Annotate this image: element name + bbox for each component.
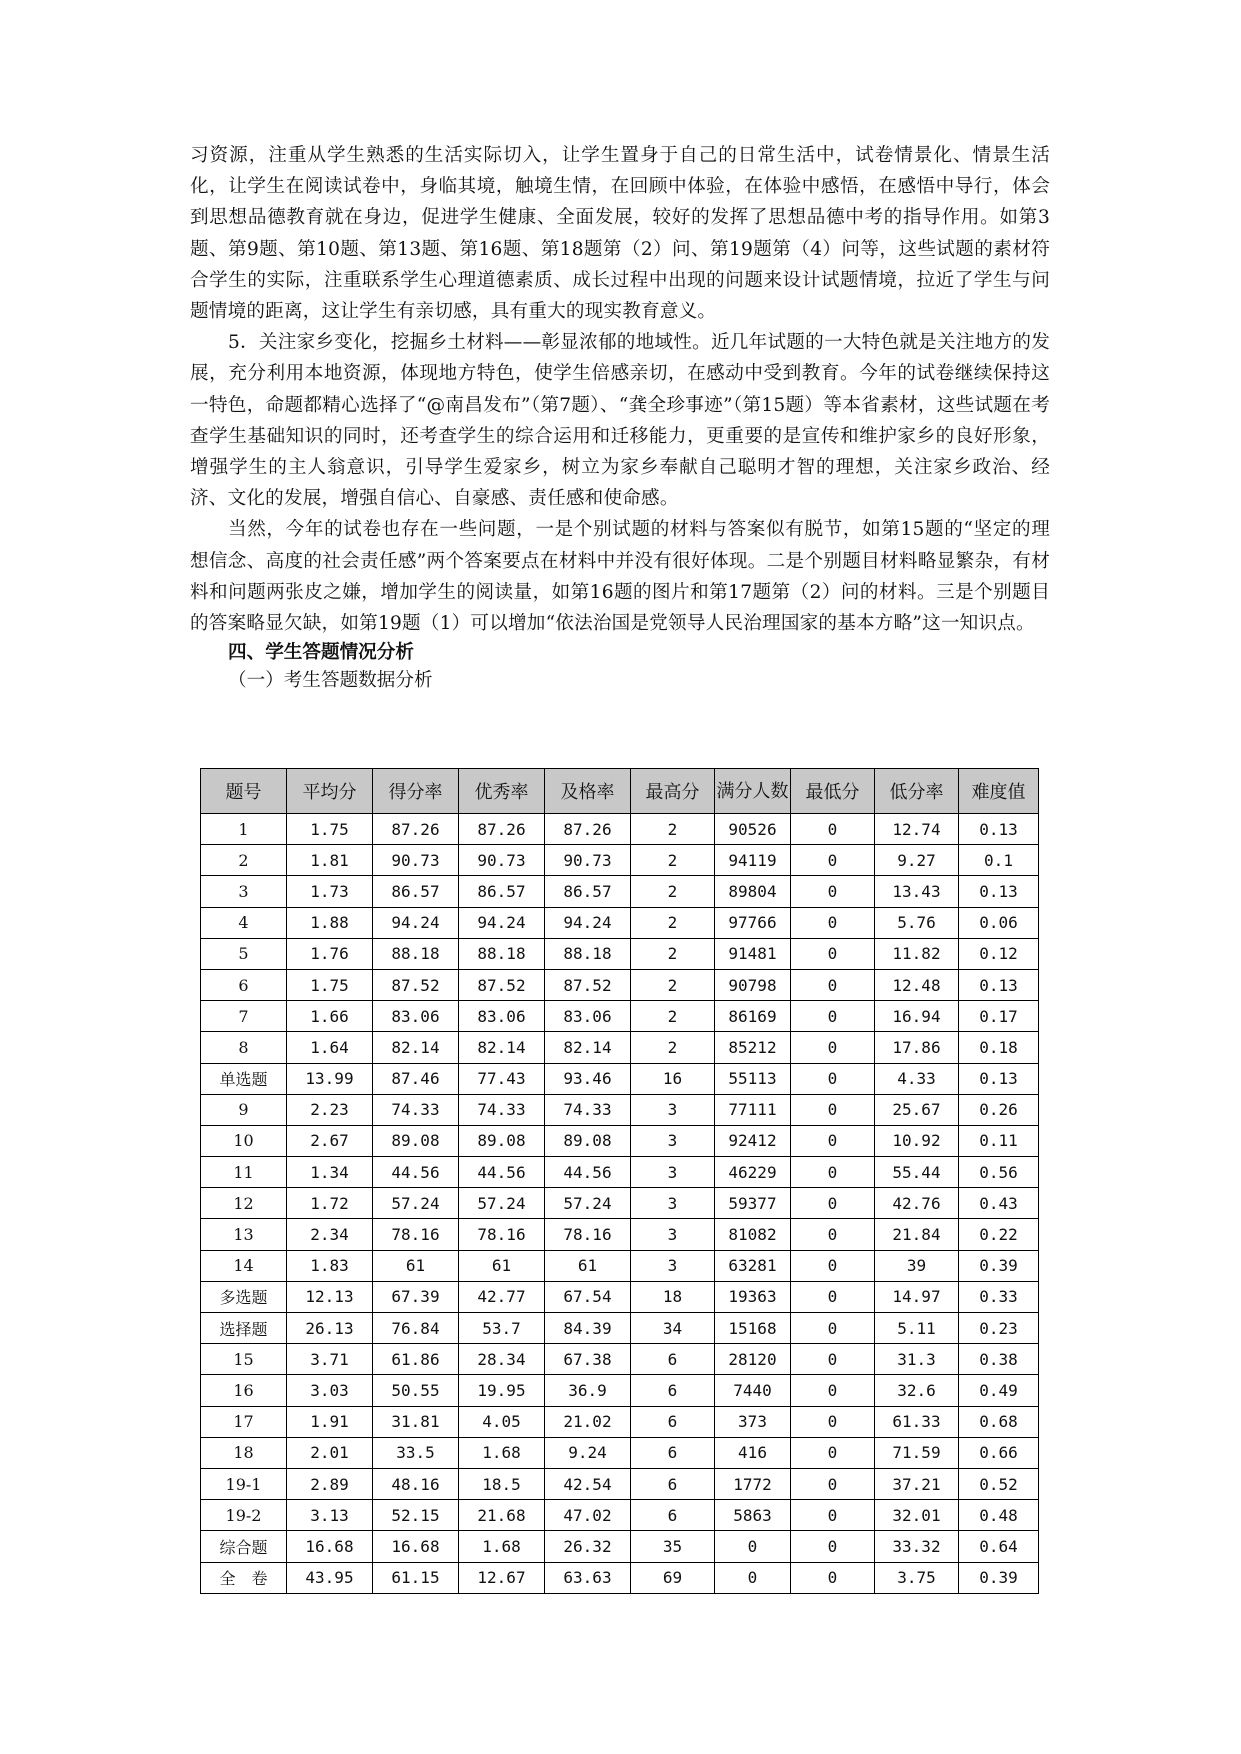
cell-full-score-count: 77111 [715, 1094, 791, 1125]
cell-difficulty: 0.38 [959, 1344, 1039, 1375]
cell-full-score-count: 416 [715, 1437, 791, 1468]
cell-pass-rate: 57.24 [545, 1188, 631, 1219]
cell-full-score-count: 373 [715, 1406, 791, 1437]
header-full-score-count: 满分人数 [715, 769, 791, 814]
cell-score-rate: 87.52 [373, 969, 459, 1000]
cell-pass-rate: 42.54 [545, 1468, 631, 1499]
cell-difficulty: 0.66 [959, 1437, 1039, 1468]
cell-max-score: 2 [631, 814, 715, 845]
cell-average: 3.03 [287, 1375, 373, 1406]
cell-question: 综合题 [201, 1531, 287, 1562]
cell-question: 7 [201, 1001, 287, 1032]
cell-low-score-rate: 16.94 [875, 1001, 959, 1032]
cell-min-score: 0 [791, 1157, 875, 1188]
cell-question: 全 卷 [201, 1562, 287, 1593]
cell-max-score: 6 [631, 1437, 715, 1468]
cell-max-score: 6 [631, 1344, 715, 1375]
table-row [201, 1032, 1039, 1063]
cell-score-rate: 52.15 [373, 1500, 459, 1531]
cell-difficulty: 0.13 [959, 814, 1039, 845]
cell-difficulty: 0.1 [959, 845, 1039, 876]
cell-low-score-rate: 17.86 [875, 1032, 959, 1063]
cell-excellent-rate: 44.56 [459, 1157, 545, 1188]
table-row [201, 1344, 1039, 1375]
cell-pass-rate: 26.32 [545, 1531, 631, 1562]
cell-pass-rate: 44.56 [545, 1157, 631, 1188]
cell-excellent-rate: 42.77 [459, 1281, 545, 1312]
cell-pass-rate: 9.24 [545, 1437, 631, 1468]
cell-score-rate: 31.81 [373, 1406, 459, 1437]
cell-low-score-rate: 12.74 [875, 814, 959, 845]
header-score-rate: 得分率 [373, 769, 459, 814]
cell-full-score-count: 85212 [715, 1032, 791, 1063]
cell-question: 18 [201, 1437, 287, 1468]
cell-max-score: 3 [631, 1125, 715, 1156]
cell-excellent-rate: 88.18 [459, 938, 545, 969]
paragraph-3: 当然，今年的试卷也存在一些问题，一是个别试题的材料与答案似有脱节，如第15题的“坚定的理想信念、高度的社会责任感”两个答案要点在材料中并没有很好体现。二是个别题目材料略显繁杂，有材料和问题两张皮之嫌，增加学生的阅读量，如第16题的图片和第17题第（2）问的材料。三是个别题目的答案略显欠缺，如第19题（1）可以增加“依法治国是党领导人民治理国家的基本方略”这一知识点。 [190, 519, 1050, 635]
cell-min-score: 0 [791, 969, 875, 1000]
header-min-score: 最低分 [791, 769, 875, 814]
cell-max-score: 69 [631, 1562, 715, 1593]
header-average: 平均分 [287, 769, 373, 814]
cell-score-rate: 74.33 [373, 1094, 459, 1125]
cell-excellent-rate: 82.14 [459, 1032, 545, 1063]
table-row [201, 1188, 1039, 1219]
cell-full-score-count: 7440 [715, 1375, 791, 1406]
subsection-heading: （一）考生答题数据分析 [228, 670, 433, 692]
table-row [201, 1500, 1039, 1531]
cell-average: 2.67 [287, 1125, 373, 1156]
cell-average: 3.13 [287, 1500, 373, 1531]
cell-difficulty: 0.06 [959, 907, 1039, 938]
cell-low-score-rate: 32.01 [875, 1500, 959, 1531]
cell-question: 选择题 [201, 1313, 287, 1344]
cell-full-score-count: 81082 [715, 1219, 791, 1250]
cell-full-score-count: 55113 [715, 1063, 791, 1094]
cell-pass-rate: 88.18 [545, 938, 631, 969]
cell-question: 16 [201, 1375, 287, 1406]
cell-full-score-count: 86169 [715, 1001, 791, 1032]
table-row [201, 1157, 1039, 1188]
table-row [201, 1562, 1039, 1593]
cell-average: 1.75 [287, 814, 373, 845]
table-row [201, 814, 1039, 845]
cell-low-score-rate: 39 [875, 1250, 959, 1281]
cell-max-score: 3 [631, 1094, 715, 1125]
cell-average: 1.34 [287, 1157, 373, 1188]
cell-min-score: 0 [791, 1281, 875, 1312]
cell-min-score: 0 [791, 1032, 875, 1063]
table-row [201, 938, 1039, 969]
cell-max-score: 6 [631, 1500, 715, 1531]
table-row [201, 1437, 1039, 1468]
cell-excellent-rate: 1.68 [459, 1531, 545, 1562]
cell-low-score-rate: 37.21 [875, 1468, 959, 1499]
cell-excellent-rate: 87.26 [459, 814, 545, 845]
cell-pass-rate: 67.54 [545, 1281, 631, 1312]
cell-excellent-rate: 89.08 [459, 1125, 545, 1156]
cell-full-score-count: 90526 [715, 814, 791, 845]
cell-score-rate: 50.55 [373, 1375, 459, 1406]
cell-average: 1.81 [287, 845, 373, 876]
cell-min-score: 0 [791, 1125, 875, 1156]
cell-question: 6 [201, 969, 287, 1000]
header-excellent-rate: 优秀率 [459, 769, 545, 814]
cell-max-score: 2 [631, 1032, 715, 1063]
cell-low-score-rate: 55.44 [875, 1157, 959, 1188]
cell-excellent-rate: 12.67 [459, 1562, 545, 1593]
cell-pass-rate: 87.52 [545, 969, 631, 1000]
cell-difficulty: 0.12 [959, 938, 1039, 969]
cell-excellent-rate: 18.5 [459, 1468, 545, 1499]
cell-pass-rate: 93.46 [545, 1063, 631, 1094]
cell-average: 26.13 [287, 1313, 373, 1344]
cell-min-score: 0 [791, 1500, 875, 1531]
cell-question: 19-2 [201, 1500, 287, 1531]
cell-max-score: 2 [631, 876, 715, 907]
cell-score-rate: 90.73 [373, 845, 459, 876]
cell-min-score: 0 [791, 1406, 875, 1437]
cell-pass-rate: 78.16 [545, 1219, 631, 1250]
cell-low-score-rate: 10.92 [875, 1125, 959, 1156]
cell-score-rate: 82.14 [373, 1032, 459, 1063]
cell-difficulty: 0.22 [959, 1219, 1039, 1250]
cell-question: 19-1 [201, 1468, 287, 1499]
cell-average: 2.89 [287, 1468, 373, 1499]
cell-full-score-count: 0 [715, 1562, 791, 1593]
cell-min-score: 0 [791, 1313, 875, 1344]
cell-low-score-rate: 21.84 [875, 1219, 959, 1250]
cell-average: 1.76 [287, 938, 373, 969]
table-row [201, 1406, 1039, 1437]
table-row [201, 1281, 1039, 1312]
table-row [201, 876, 1039, 907]
cell-min-score: 0 [791, 1188, 875, 1219]
cell-difficulty: 0.68 [959, 1406, 1039, 1437]
cell-low-score-rate: 3.75 [875, 1562, 959, 1593]
cell-full-score-count: 91481 [715, 938, 791, 969]
cell-low-score-rate: 25.67 [875, 1094, 959, 1125]
cell-average: 1.91 [287, 1406, 373, 1437]
cell-score-rate: 61 [373, 1250, 459, 1281]
cell-min-score: 0 [791, 907, 875, 938]
table-row [201, 845, 1039, 876]
cell-low-score-rate: 5.11 [875, 1313, 959, 1344]
cell-pass-rate: 89.08 [545, 1125, 631, 1156]
table-row [201, 1094, 1039, 1125]
section-heading: 四、学生答题情况分析 [228, 642, 414, 664]
cell-max-score: 34 [631, 1313, 715, 1344]
cell-pass-rate: 90.73 [545, 845, 631, 876]
cell-low-score-rate: 71.59 [875, 1437, 959, 1468]
cell-max-score: 3 [631, 1157, 715, 1188]
cell-low-score-rate: 13.43 [875, 876, 959, 907]
cell-average: 12.13 [287, 1281, 373, 1312]
cell-average: 2.01 [287, 1437, 373, 1468]
cell-excellent-rate: 74.33 [459, 1094, 545, 1125]
cell-min-score: 0 [791, 1001, 875, 1032]
cell-average: 1.75 [287, 969, 373, 1000]
cell-pass-rate: 47.02 [545, 1500, 631, 1531]
cell-excellent-rate: 21.68 [459, 1500, 545, 1531]
cell-full-score-count: 92412 [715, 1125, 791, 1156]
paragraph-1: 习资源，注重从学生熟悉的生活实际切入，让学生置身于自己的日常生活中，试卷情景化、情景生活化，让学生在阅读试卷中，身临其境，触境生情，在回顾中体验，在体验中感悟，在感悟中导行，体会到思想品德教育就在身边，促进学生健康、全面发展，较好的发挥了思想品德中考的指导作用。如第3题、第9题、第10题、第13题、第16题、第18题第（2）问、第19题第（4）问等，这些试题的素材符合学生的实际，注重联系学生心理道德素质、成长过程中出现的问题来设计试题情境，拉近了学生与问题情境的距离，这让学生有亲切感，具有重大的现实教育意义。 [190, 145, 1050, 323]
table-row [201, 1219, 1039, 1250]
cell-max-score: 16 [631, 1063, 715, 1094]
cell-question: 10 [201, 1125, 287, 1156]
cell-low-score-rate: 31.3 [875, 1344, 959, 1375]
cell-difficulty: 0.33 [959, 1281, 1039, 1312]
cell-full-score-count: 28120 [715, 1344, 791, 1375]
cell-pass-rate: 82.14 [545, 1032, 631, 1063]
cell-max-score: 6 [631, 1468, 715, 1499]
cell-full-score-count: 90798 [715, 969, 791, 1000]
cell-max-score: 2 [631, 938, 715, 969]
cell-score-rate: 44.56 [373, 1157, 459, 1188]
cell-full-score-count: 94119 [715, 845, 791, 876]
cell-full-score-count: 89804 [715, 876, 791, 907]
cell-score-rate: 57.24 [373, 1188, 459, 1219]
cell-question: 15 [201, 1344, 287, 1375]
cell-average: 1.66 [287, 1001, 373, 1032]
cell-question: 9 [201, 1094, 287, 1125]
table-row [201, 1531, 1039, 1562]
cell-average: 1.83 [287, 1250, 373, 1281]
cell-low-score-rate: 11.82 [875, 938, 959, 969]
cell-max-score: 2 [631, 845, 715, 876]
cell-average: 16.68 [287, 1531, 373, 1562]
stats-table [200, 768, 1039, 1594]
cell-score-rate: 76.84 [373, 1313, 459, 1344]
cell-pass-rate: 67.38 [545, 1344, 631, 1375]
cell-max-score: 6 [631, 1375, 715, 1406]
cell-excellent-rate: 83.06 [459, 1001, 545, 1032]
cell-difficulty: 0.49 [959, 1375, 1039, 1406]
cell-average: 2.34 [287, 1219, 373, 1250]
document-body [190, 140, 1050, 695]
cell-score-rate: 89.08 [373, 1125, 459, 1156]
cell-min-score: 0 [791, 1344, 875, 1375]
cell-question: 11 [201, 1157, 287, 1188]
cell-excellent-rate: 87.52 [459, 969, 545, 1000]
cell-question: 1 [201, 814, 287, 845]
cell-excellent-rate: 78.16 [459, 1219, 545, 1250]
cell-excellent-rate: 53.7 [459, 1313, 545, 1344]
cell-excellent-rate: 90.73 [459, 845, 545, 876]
cell-min-score: 0 [791, 1437, 875, 1468]
cell-average: 2.23 [287, 1094, 373, 1125]
cell-excellent-rate: 94.24 [459, 907, 545, 938]
cell-average: 1.73 [287, 876, 373, 907]
cell-difficulty: 0.52 [959, 1468, 1039, 1499]
cell-score-rate: 33.5 [373, 1437, 459, 1468]
cell-score-rate: 61.86 [373, 1344, 459, 1375]
table-row [201, 1001, 1039, 1032]
cell-max-score: 35 [631, 1531, 715, 1562]
cell-max-score: 6 [631, 1406, 715, 1437]
cell-max-score: 3 [631, 1219, 715, 1250]
cell-min-score: 0 [791, 1562, 875, 1593]
cell-low-score-rate: 9.27 [875, 845, 959, 876]
cell-pass-rate: 63.63 [545, 1562, 631, 1593]
paragraph-2: 5．关注家乡变化，挖掘乡土材料——彰显浓郁的地域性。近几年试题的一大特色就是关注地方的发展，充分利用本地资源，体现地方特色，使学生倍感亲切，在感动中受到教育。今年的试卷继续保持这一特色，命题都精心选择了“@南昌发布”（第7题）、“龚全珍事迹”（第15题）等本省素材，这些试题在考查学生基础知识的同时，还考查学生的综合运用和迁移能力，更重要的是宣传和维护家乡的良好形象，增强学生的主人翁意识，引导学生爱家乡，树立为家乡奉献自己聪明才智的理想，关注家乡政治、经济、文化的发展，增强自信心、自豪感、责任感和使命感。 [190, 332, 1050, 510]
cell-low-score-rate: 32.6 [875, 1375, 959, 1406]
cell-min-score: 0 [791, 1063, 875, 1094]
cell-question: 8 [201, 1032, 287, 1063]
cell-question: 14 [201, 1250, 287, 1281]
cell-question: 13 [201, 1219, 287, 1250]
cell-average: 3.71 [287, 1344, 373, 1375]
cell-pass-rate: 86.57 [545, 876, 631, 907]
cell-low-score-rate: 61.33 [875, 1406, 959, 1437]
cell-score-rate: 16.68 [373, 1531, 459, 1562]
cell-max-score: 2 [631, 969, 715, 1000]
table-row [201, 1063, 1039, 1094]
cell-score-rate: 48.16 [373, 1468, 459, 1499]
cell-full-score-count: 15168 [715, 1313, 791, 1344]
cell-difficulty: 0.39 [959, 1562, 1039, 1593]
cell-excellent-rate: 28.34 [459, 1344, 545, 1375]
cell-max-score: 2 [631, 907, 715, 938]
cell-min-score: 0 [791, 938, 875, 969]
cell-difficulty: 0.64 [959, 1531, 1039, 1562]
cell-question: 多选题 [201, 1281, 287, 1312]
cell-low-score-rate: 14.97 [875, 1281, 959, 1312]
cell-pass-rate: 36.9 [545, 1375, 631, 1406]
cell-min-score: 0 [791, 1531, 875, 1562]
cell-average: 43.95 [287, 1562, 373, 1593]
cell-score-rate: 61.15 [373, 1562, 459, 1593]
header-low-score-rate: 低分率 [875, 769, 959, 814]
cell-difficulty: 0.48 [959, 1500, 1039, 1531]
header-question: 题号 [201, 769, 287, 814]
cell-average: 1.88 [287, 907, 373, 938]
cell-min-score: 0 [791, 1219, 875, 1250]
table-row [201, 1313, 1039, 1344]
cell-pass-rate: 74.33 [545, 1094, 631, 1125]
cell-excellent-rate: 77.43 [459, 1063, 545, 1094]
cell-max-score: 18 [631, 1281, 715, 1312]
cell-full-score-count: 19363 [715, 1281, 791, 1312]
table-row [201, 969, 1039, 1000]
cell-min-score: 0 [791, 814, 875, 845]
cell-min-score: 0 [791, 876, 875, 907]
cell-low-score-rate: 33.32 [875, 1531, 959, 1562]
cell-low-score-rate: 5.76 [875, 907, 959, 938]
cell-min-score: 0 [791, 845, 875, 876]
cell-question: 5 [201, 938, 287, 969]
cell-question: 12 [201, 1188, 287, 1219]
cell-question: 4 [201, 907, 287, 938]
cell-question: 3 [201, 876, 287, 907]
cell-score-rate: 94.24 [373, 907, 459, 938]
cell-excellent-rate: 4.05 [459, 1406, 545, 1437]
cell-question: 17 [201, 1406, 287, 1437]
cell-difficulty: 0.56 [959, 1157, 1039, 1188]
cell-full-score-count: 46229 [715, 1157, 791, 1188]
cell-average: 13.99 [287, 1063, 373, 1094]
cell-excellent-rate: 1.68 [459, 1437, 545, 1468]
cell-question: 2 [201, 845, 287, 876]
cell-max-score: 3 [631, 1188, 715, 1219]
cell-low-score-rate: 12.48 [875, 969, 959, 1000]
cell-score-rate: 83.06 [373, 1001, 459, 1032]
header-difficulty: 难度值 [959, 769, 1039, 814]
cell-min-score: 0 [791, 1468, 875, 1499]
cell-max-score: 2 [631, 1001, 715, 1032]
cell-excellent-rate: 19.95 [459, 1375, 545, 1406]
cell-min-score: 0 [791, 1094, 875, 1125]
cell-pass-rate: 61 [545, 1250, 631, 1281]
cell-low-score-rate: 4.33 [875, 1063, 959, 1094]
table-row [201, 907, 1039, 938]
table-row [201, 1125, 1039, 1156]
cell-full-score-count: 63281 [715, 1250, 791, 1281]
cell-difficulty: 0.13 [959, 1063, 1039, 1094]
cell-score-rate: 78.16 [373, 1219, 459, 1250]
cell-difficulty: 0.13 [959, 969, 1039, 1000]
cell-full-score-count: 97766 [715, 907, 791, 938]
cell-pass-rate: 84.39 [545, 1313, 631, 1344]
table-row [201, 1250, 1039, 1281]
cell-difficulty: 0.23 [959, 1313, 1039, 1344]
cell-pass-rate: 21.02 [545, 1406, 631, 1437]
cell-pass-rate: 94.24 [545, 907, 631, 938]
cell-question: 单选题 [201, 1063, 287, 1094]
cell-min-score: 0 [791, 1250, 875, 1281]
cell-full-score-count: 5863 [715, 1500, 791, 1531]
cell-average: 1.64 [287, 1032, 373, 1063]
header-max-score: 最高分 [631, 769, 715, 814]
table-header-row [201, 769, 1039, 814]
cell-score-rate: 88.18 [373, 938, 459, 969]
cell-excellent-rate: 61 [459, 1250, 545, 1281]
cell-pass-rate: 87.26 [545, 814, 631, 845]
cell-full-score-count: 1772 [715, 1468, 791, 1499]
cell-difficulty: 0.13 [959, 876, 1039, 907]
table-row [201, 1375, 1039, 1406]
cell-max-score: 3 [631, 1250, 715, 1281]
cell-average: 1.72 [287, 1188, 373, 1219]
header-pass-rate: 及格率 [545, 769, 631, 814]
cell-difficulty: 0.39 [959, 1250, 1039, 1281]
cell-score-rate: 86.57 [373, 876, 459, 907]
cell-difficulty: 0.26 [959, 1094, 1039, 1125]
cell-pass-rate: 83.06 [545, 1001, 631, 1032]
cell-difficulty: 0.18 [959, 1032, 1039, 1063]
cell-excellent-rate: 57.24 [459, 1188, 545, 1219]
cell-score-rate: 87.26 [373, 814, 459, 845]
cell-min-score: 0 [791, 1375, 875, 1406]
cell-full-score-count: 59377 [715, 1188, 791, 1219]
cell-difficulty: 0.11 [959, 1125, 1039, 1156]
cell-difficulty: 0.17 [959, 1001, 1039, 1032]
cell-full-score-count: 0 [715, 1531, 791, 1562]
cell-excellent-rate: 86.57 [459, 876, 545, 907]
cell-difficulty: 0.43 [959, 1188, 1039, 1219]
table-row [201, 1468, 1039, 1499]
table-body [201, 814, 1039, 1594]
cell-score-rate: 67.39 [373, 1281, 459, 1312]
cell-score-rate: 87.46 [373, 1063, 459, 1094]
cell-low-score-rate: 42.76 [875, 1188, 959, 1219]
